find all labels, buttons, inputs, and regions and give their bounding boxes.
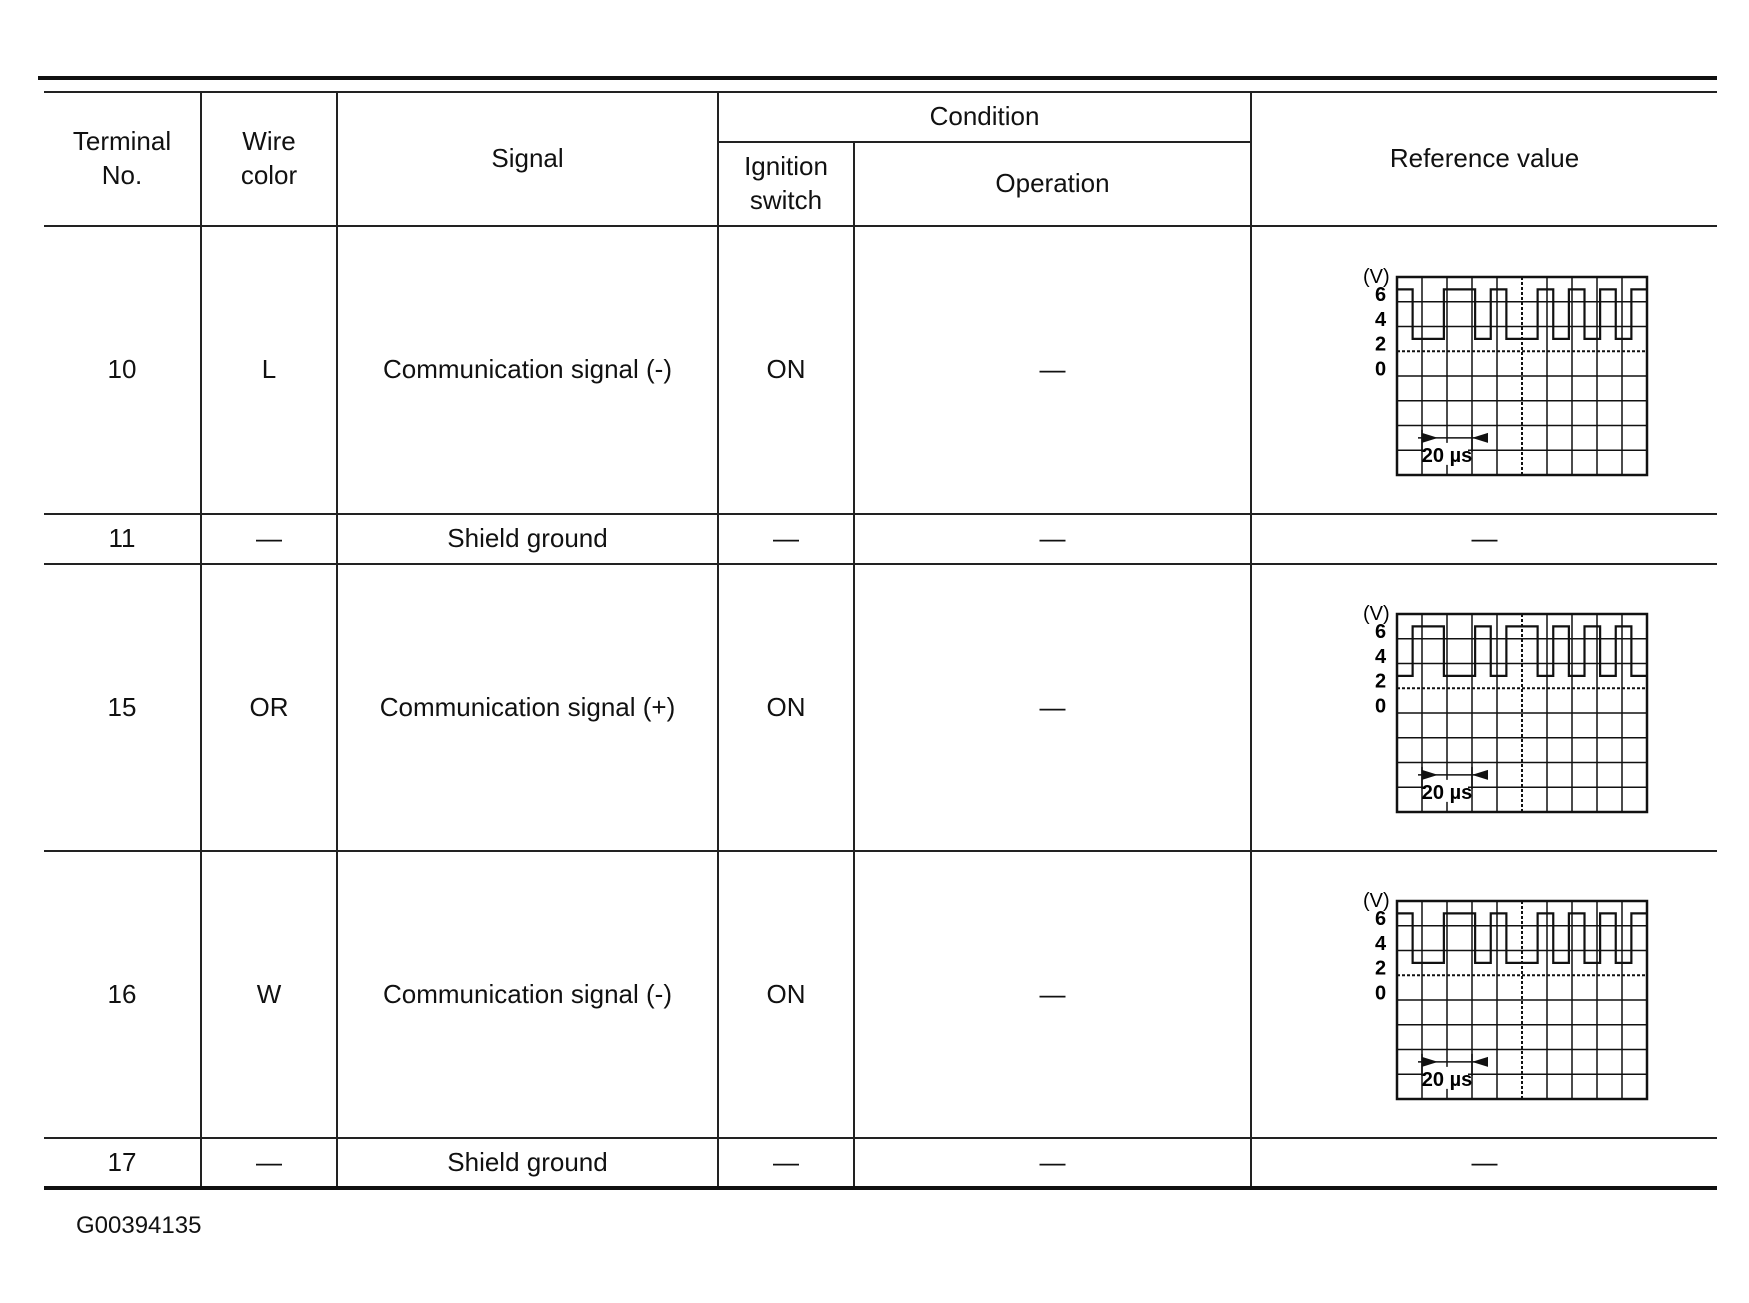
scope-y-tick-label: 2 <box>1374 333 1386 355</box>
time-marker-arrow <box>1472 432 1488 442</box>
terminal-no: 16 <box>44 851 201 1138</box>
operation: — <box>854 1138 1251 1188</box>
figure-id: G00394135 <box>76 1212 202 1239</box>
scope-y-tick-label: 6 <box>1374 283 1386 306</box>
scope-y-tick-label: 2 <box>1374 670 1386 693</box>
reference-value: — <box>1251 1138 1717 1188</box>
scope-y-tick-label: 4 <box>1374 645 1386 668</box>
scope-time-label: 20 µs <box>1421 444 1472 467</box>
scope-y-tick-label: 4 <box>1374 932 1386 955</box>
header-reference-value: Reference value <box>1251 92 1717 226</box>
top-rule <box>38 76 1717 80</box>
ignition-switch: — <box>718 1138 854 1188</box>
time-marker-arrow <box>1422 432 1438 442</box>
table-row <box>44 564 1717 851</box>
reference-value: — <box>1251 514 1717 564</box>
header-ignition-switch: Ignition switch <box>718 142 854 226</box>
waveform-scope-minus <box>1349 263 1649 478</box>
wire-color: — <box>201 1138 337 1188</box>
wire-color: W <box>201 851 337 1138</box>
time-marker-arrow <box>1472 770 1488 780</box>
scope-unit-label: (V) <box>1362 890 1390 912</box>
scope-y-tick-label: 6 <box>1374 908 1386 930</box>
reference-value <box>1251 564 1717 851</box>
header-condition: Condition <box>718 92 1251 142</box>
header-signal: Signal <box>337 92 718 226</box>
reference-value <box>1251 851 1717 1138</box>
header-wire-color: Wire color <box>201 92 337 226</box>
scope-time-label: 20 µs <box>1421 781 1472 804</box>
operation: — <box>854 851 1251 1138</box>
waveform-scope-minus <box>1349 887 1649 1102</box>
wire-color: — <box>201 514 337 564</box>
scope-y-tick-label: 2 <box>1374 957 1386 980</box>
ignition-switch: ON <box>718 564 854 851</box>
header-operation: Operation <box>854 142 1251 226</box>
operation: — <box>854 514 1251 564</box>
scope-y-tick-label: 0 <box>1374 982 1386 1005</box>
header-terminal-no: Terminal No. <box>44 92 201 226</box>
terminal-spec-table <box>44 91 1717 1190</box>
terminal-no: 10 <box>44 226 201 514</box>
reference-value <box>1251 226 1717 514</box>
signal-name: Communication signal (-) <box>337 226 718 514</box>
terminal-no: 17 <box>44 1138 201 1188</box>
scope-unit-label: (V) <box>1362 265 1390 288</box>
table-row <box>44 851 1717 1138</box>
scope-time-label: 20 µs <box>1421 1068 1472 1091</box>
scope-y-tick-label: 6 <box>1374 621 1386 643</box>
waveform-scope-plus <box>1349 600 1649 815</box>
terminal-no: 11 <box>44 514 201 564</box>
signal-name: Communication signal (+) <box>337 564 718 851</box>
time-marker-arrow <box>1422 1057 1438 1067</box>
scope-y-tick-label: 0 <box>1374 357 1386 380</box>
scope-y-tick-label: 4 <box>1374 308 1386 331</box>
ignition-switch: ON <box>718 226 854 514</box>
signal-name: Communication signal (-) <box>337 851 718 1138</box>
table-row <box>44 226 1717 514</box>
ignition-switch: ON <box>718 851 854 1138</box>
operation: — <box>854 564 1251 851</box>
operation: — <box>854 226 1251 514</box>
wire-color: L <box>201 226 337 514</box>
table-row <box>44 514 1717 564</box>
signal-name: Shield ground <box>337 514 718 564</box>
terminal-no: 15 <box>44 564 201 851</box>
ignition-switch: — <box>718 514 854 564</box>
time-marker-arrow <box>1422 770 1438 780</box>
wire-color: OR <box>201 564 337 851</box>
table-row <box>44 1138 1717 1188</box>
time-marker-arrow <box>1472 1057 1488 1067</box>
scope-unit-label: (V) <box>1362 603 1390 625</box>
signal-name: Shield ground <box>337 1138 718 1188</box>
scope-y-tick-label: 0 <box>1374 695 1386 718</box>
